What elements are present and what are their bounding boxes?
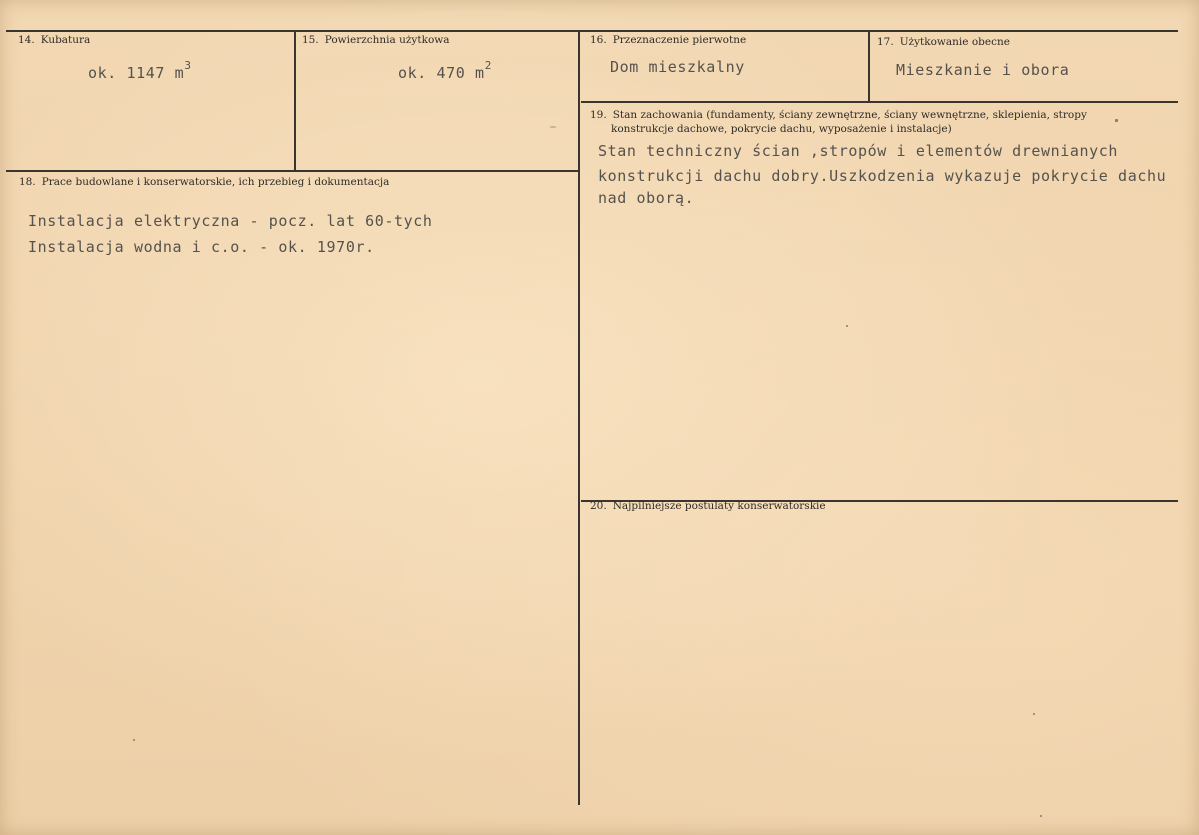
field-20-title: Najpilniejsze postulaty konserwatorskie: [612, 500, 826, 512]
paper-speck: [1033, 713, 1035, 715]
paper-speck: [133, 739, 135, 741]
field-19-title-line-1: Stan zachowania (fundamenty, ściany zewnętrzne, ściany wewnętrzne, sklepienia, stropy: [612, 109, 1087, 121]
field-15-number: 15.: [302, 34, 319, 46]
field-19-label-cont: [611, 123, 952, 136]
field-16-title: Przeznaczenie pierwotne: [612, 34, 747, 46]
field-18-number: 18.: [19, 176, 36, 188]
field-17-number: 17.: [877, 36, 894, 48]
top-rule: [6, 30, 1178, 32]
volume-value: ok. 1147 m: [88, 64, 185, 82]
field-15-label: [302, 34, 450, 47]
field-16-value: Dom mieszkalny: [610, 58, 745, 76]
field-19-number: 19.: [590, 109, 607, 121]
field-20-number: 20.: [590, 500, 607, 512]
rule-14-15-bottom: [6, 170, 580, 172]
paper-speck: [1115, 119, 1118, 122]
field-17-label: [877, 36, 1010, 49]
volume-unit-exponent: 3: [184, 59, 192, 72]
area-value: ok. 470 m: [398, 64, 485, 82]
field-14-title: Kubatura: [40, 34, 91, 46]
field-19-title-line-2: konstrukcje dachowe, pokrycie dachu, wyposażenie i instalacje): [611, 123, 952, 135]
field-14-label: [18, 34, 90, 47]
field-19-line-2: konstrukcji dachu dobry.Uszkodzenia wykazuje pokrycie dachu: [598, 167, 1167, 185]
field-14-value: [88, 56, 192, 86]
field-15-title: Powierzchnia użytkowa: [324, 34, 450, 46]
vrule-14-15: [294, 30, 296, 170]
field-16-label: [590, 34, 746, 47]
paper-speck: [550, 126, 556, 128]
vrule-16-17: [868, 30, 870, 102]
field-15-value: [398, 56, 492, 86]
rule-16-17-bottom: [581, 101, 1178, 103]
vrule-main: [578, 30, 580, 805]
field-18-title: Prace budowlane i konserwatorskie, ich przebieg i dokumentacja: [41, 176, 390, 188]
area-unit-exponent: 2: [484, 59, 492, 72]
field-14-number: 14.: [18, 34, 35, 46]
field-16-number: 16.: [590, 34, 607, 46]
field-19-line-1: Stan techniczny ścian ,stropów i elementów drewnianych: [598, 142, 1119, 160]
field-18-label: [19, 176, 389, 189]
field-18-line-1: Instalacja elektryczna - pocz. lat 60-tych: [28, 212, 433, 230]
field-17-title: Użytkowanie obecne: [899, 36, 1010, 48]
paper-speck: [1040, 815, 1042, 817]
field-18-line-2: Instalacja wodna i c.o. - ok. 1970r.: [28, 238, 375, 256]
field-17-value: Mieszkanie i obora: [896, 61, 1070, 79]
field-20-label: [590, 500, 826, 513]
field-19-label: [590, 109, 1087, 122]
paper-speck: [846, 325, 848, 327]
field-19-line-3: nad oborą.: [598, 189, 695, 207]
